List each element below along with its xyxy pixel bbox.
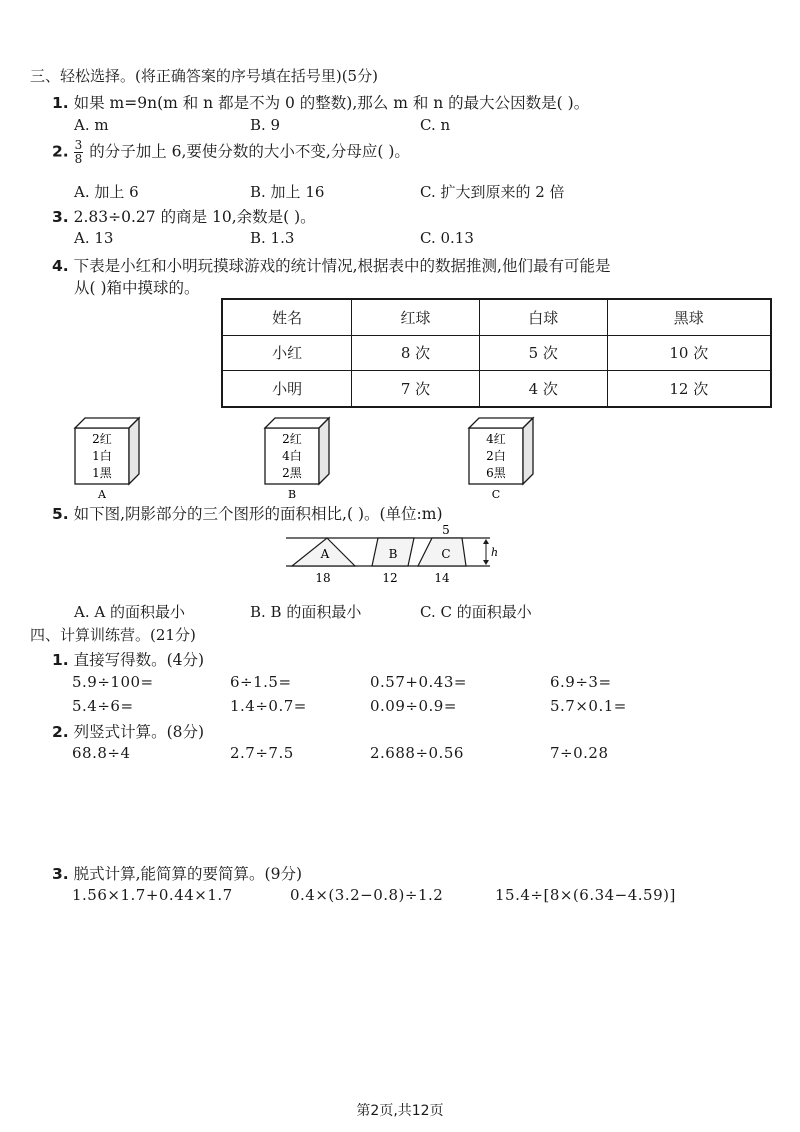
box-a-line: 1白 xyxy=(92,449,112,463)
question-number: 2. xyxy=(52,142,69,161)
table-row xyxy=(222,335,771,371)
question-5 xyxy=(52,502,443,524)
oral-calc-item: 6÷1.5= xyxy=(230,673,292,691)
question-number: 3. xyxy=(52,208,69,226)
oral-calc-item: 6.9÷3= xyxy=(550,673,612,691)
table-cell: 小明 xyxy=(222,371,352,407)
box-c-label: C xyxy=(491,488,501,501)
base-label-b: 12 xyxy=(382,571,398,585)
question-text: 直接写得数。(4分) xyxy=(73,651,205,669)
question-1 xyxy=(52,91,589,113)
question-text: 脱式计算,能简算的要简算。(9分) xyxy=(73,865,303,883)
table-header-cell: 白球 xyxy=(479,299,607,335)
box-b xyxy=(265,418,329,501)
box-b-line: 2黑 xyxy=(282,466,302,480)
question-number: 2. xyxy=(52,723,69,741)
box-b-line: 4白 xyxy=(282,449,302,463)
table-header-row xyxy=(222,299,771,335)
table-cell: 10 次 xyxy=(607,335,771,371)
box-a xyxy=(75,418,139,501)
fraction-denominator: 8 xyxy=(74,152,83,166)
question-number: 5. xyxy=(52,505,69,523)
section4-title: 四、计算训练营。(21分) xyxy=(30,626,196,644)
vertical-calc-item: 68.8÷4 xyxy=(72,744,131,762)
vertical-calc-item: 2.688÷0.56 xyxy=(370,744,464,762)
q3-option-b: B. 1.3 xyxy=(250,229,295,247)
table-cell: 8 次 xyxy=(352,335,480,371)
q2-option-a: A. 加上 6 xyxy=(74,183,139,201)
question-text: 的分子加上 6,要使分数的大小不变,分母应( )。 xyxy=(89,142,410,161)
q3-option-a: A. 13 xyxy=(74,229,114,247)
box-c-line: 2白 xyxy=(486,449,506,463)
box-c-line: 4红 xyxy=(486,432,506,446)
question-number: 3. xyxy=(52,865,69,883)
box-a-label: A xyxy=(98,488,106,501)
q5-option-a: A. A 的面积最小 xyxy=(74,603,185,621)
box-b-line: 2红 xyxy=(282,432,302,446)
ball-boxes-figure xyxy=(55,414,535,502)
table-cell: 12 次 xyxy=(607,371,771,407)
table-cell: 7 次 xyxy=(352,371,480,407)
box-c-line: 6黑 xyxy=(486,466,506,480)
oral-calc-item: 5.4÷6= xyxy=(72,697,134,715)
question-text: 2.83÷0.27 的商是 10,余数是( )。 xyxy=(73,208,316,226)
q5-option-b: B. B 的面积最小 xyxy=(250,603,362,621)
stepwise-calc-item: 15.4÷[8×(6.34−4.59)] xyxy=(495,886,676,904)
table-row xyxy=(222,371,771,407)
oral-calc-item: 0.57+0.43= xyxy=(370,673,467,691)
vertical-calc-item: 7÷0.28 xyxy=(550,744,609,762)
oral-calc-item: 0.09÷0.9= xyxy=(370,697,457,715)
question-4-1 xyxy=(52,648,204,670)
oral-calc-item: 5.7×0.1= xyxy=(550,697,627,715)
fraction-numerator: 3 xyxy=(74,138,83,152)
question-number: 4. xyxy=(52,257,69,275)
fraction xyxy=(74,139,84,166)
oral-calc-item: 1.4÷0.7= xyxy=(230,697,307,715)
table-header-cell: 红球 xyxy=(352,299,480,335)
ball-stats-table xyxy=(221,298,772,408)
q5-option-c: C. C 的面积最小 xyxy=(420,603,532,621)
table-header-cell: 姓名 xyxy=(222,299,352,335)
table-cell: 4 次 xyxy=(479,371,607,407)
question-2 xyxy=(52,139,410,166)
question-number: 1. xyxy=(52,651,69,669)
base-label-a: 18 xyxy=(315,571,331,585)
height-label: h xyxy=(491,546,499,559)
stepwise-calc-item: 1.56×1.7+0.44×1.7 xyxy=(72,886,233,904)
question-number: 1. xyxy=(52,94,69,112)
base-label-c: 14 xyxy=(434,571,450,585)
question-4-3 xyxy=(52,862,302,884)
top-length-label: 5 xyxy=(442,523,450,537)
shape-label-b: B xyxy=(388,547,398,561)
area-comparison-figure xyxy=(280,522,505,588)
q1-option-a: A. m xyxy=(74,116,109,134)
section3-title: 三、轻松选择。(将正确答案的序号填在括号里)(5分) xyxy=(30,67,378,85)
box-a-line: 2红 xyxy=(92,432,112,446)
page-number: 第2页,共12页 xyxy=(356,1103,444,1119)
question-text: 如果 m=9n(m 和 n 都是不为 0 的整数),那么 m 和 n 的最大公因数是( )。 xyxy=(73,94,590,112)
table-header-cell: 黑球 xyxy=(607,299,771,335)
question-3 xyxy=(52,205,316,227)
question-4 xyxy=(52,254,610,276)
box-c xyxy=(469,418,533,501)
box-a-line: 1黑 xyxy=(92,466,112,480)
q1-option-b: B. 9 xyxy=(250,116,281,134)
question-text-line1: 下表是小红和小明玩摸球游戏的统计情况,根据表中的数据推测,他们最有可能是 xyxy=(73,257,611,275)
stepwise-calc-item: 0.4×(3.2−0.8)÷1.2 xyxy=(290,886,444,904)
question-text: 列竖式计算。(8分) xyxy=(73,723,205,741)
table-cell: 5 次 xyxy=(479,335,607,371)
shape-label-c: C xyxy=(441,547,451,561)
q2-option-b: B. 加上 16 xyxy=(250,183,325,201)
question-text: 如下图,阴影部分的三个图形的面积相比,( )。(单位:m) xyxy=(73,505,443,523)
shape-label-a: A xyxy=(320,547,330,561)
box-b-label: B xyxy=(287,488,297,501)
oral-calc-item: 5.9÷100= xyxy=(72,673,154,691)
q2-option-c: C. 扩大到原来的 2 倍 xyxy=(420,183,565,201)
vertical-calc-item: 2.7÷7.5 xyxy=(230,744,294,762)
q1-option-c: C. n xyxy=(420,116,451,134)
question-4-2 xyxy=(52,720,204,742)
question-text-line2: 从( )箱中摸球的。 xyxy=(74,279,200,297)
table-cell: 小红 xyxy=(222,335,352,371)
q3-option-c: C. 0.13 xyxy=(420,229,474,247)
